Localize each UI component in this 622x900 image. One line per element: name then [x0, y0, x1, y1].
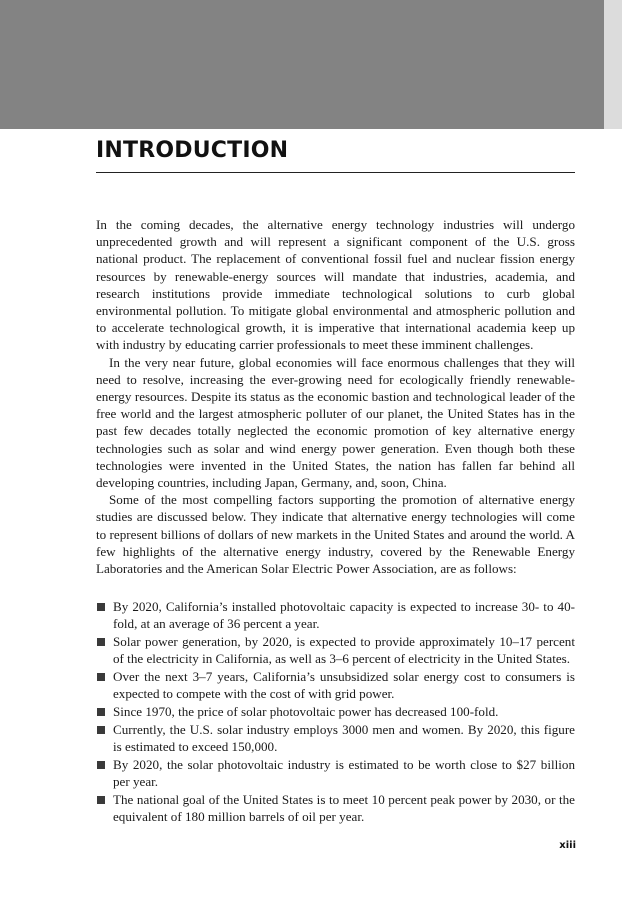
list-item-text: Since 1970, the price of solar photovoltaic power has decreased 100-fold. — [113, 704, 499, 719]
list-item — [96, 668, 575, 702]
square-bullet-icon — [97, 708, 105, 716]
paragraph: Some of the most compelling factors supporting the promotion of alternative energy studies are discussed below. They indicate that alternative energy technologies will come to represent billions of dollars of new markets in the United States and around the world. A few highlights of the alternative energy industry, covered by the Renewable Energy Laboratories and the American Solar Electric Power Association, are as follows: — [96, 492, 575, 577]
page-number: xiii — [559, 840, 576, 851]
chapter-title: INTRODUCTION — [96, 138, 289, 163]
list-item-text: By 2020, California’s installed photovoltaic capacity is expected to increase 30- to 40-fold, at an average of 36 percent a year. — [113, 599, 575, 632]
square-bullet-icon — [97, 638, 105, 646]
square-bullet-icon — [97, 603, 105, 611]
page-edge-tab — [604, 0, 622, 129]
highlights-list — [96, 598, 575, 826]
square-bullet-icon — [97, 726, 105, 734]
list-item — [96, 721, 575, 755]
square-bullet-icon — [97, 796, 105, 804]
paragraph: In the coming decades, the alternative energy technology industries will undergo unprecedented growth and will represent a significant component of the U.S. gross national product. The replacement of conventional fossil fuel and nuclear fission energy resources by renewable-energy sources will mandate that industries, academia, and research institutions provide immediate technological solutions to curb global environmental pollution. To mitigate global environmental and atmospheric pollution and to accelerate technological growth, it is imperative that international academia keep up with industry by educating carrier professionals to meet these imminent challenges. — [96, 217, 575, 353]
list-item — [96, 756, 575, 790]
list-item — [96, 633, 575, 667]
list-item-text: By 2020, the solar photovoltaic industry is estimated to be worth close to $27 billion per year. — [113, 756, 575, 789]
list-item-text: Over the next 3–7 years, California’s unsubsidized solar energy cost to consumers is expected to compete with the cost of with grid power. — [113, 669, 575, 702]
list-item-text: Currently, the U.S. solar industry employs 3000 men and women. By 2020, this figure is estimated to exceed 150,000. — [113, 721, 575, 754]
list-item — [96, 703, 575, 720]
paragraph: In the very near future, global economies will face enormous challenges that they will need to resolve, increasing the ever-growing need for ecologically friendly renewable-energy resources. Despite its status as the economic bastion and technological leader of the free world and the largest atmospheric polluter of our planet, the United States has in the past few decades totally neglected the economic promotion of key alternative energy technologies such as solar and wind energy power generation. Even though both these technologies were invented in the United States, the nation has fallen far behind all developing countries, including Japan, Germany, and, soon, China. — [96, 354, 575, 491]
square-bullet-icon — [97, 673, 105, 681]
list-item-text: Solar power generation, by 2020, is expected to provide approximately 10–17 percent of the electricity in California, as well as 3–6 percent of electricity in the United States. — [113, 634, 575, 667]
title-rule — [96, 172, 575, 173]
chapter-header-band — [0, 0, 604, 129]
list-item — [96, 598, 575, 632]
list-item — [96, 791, 575, 825]
square-bullet-icon — [97, 761, 105, 769]
list-item-text: The national goal of the United States is to meet 10 percent peak power by 2030, or the equivalent of 180 million barrels of oil per year. — [113, 791, 575, 824]
body-text — [96, 216, 575, 577]
